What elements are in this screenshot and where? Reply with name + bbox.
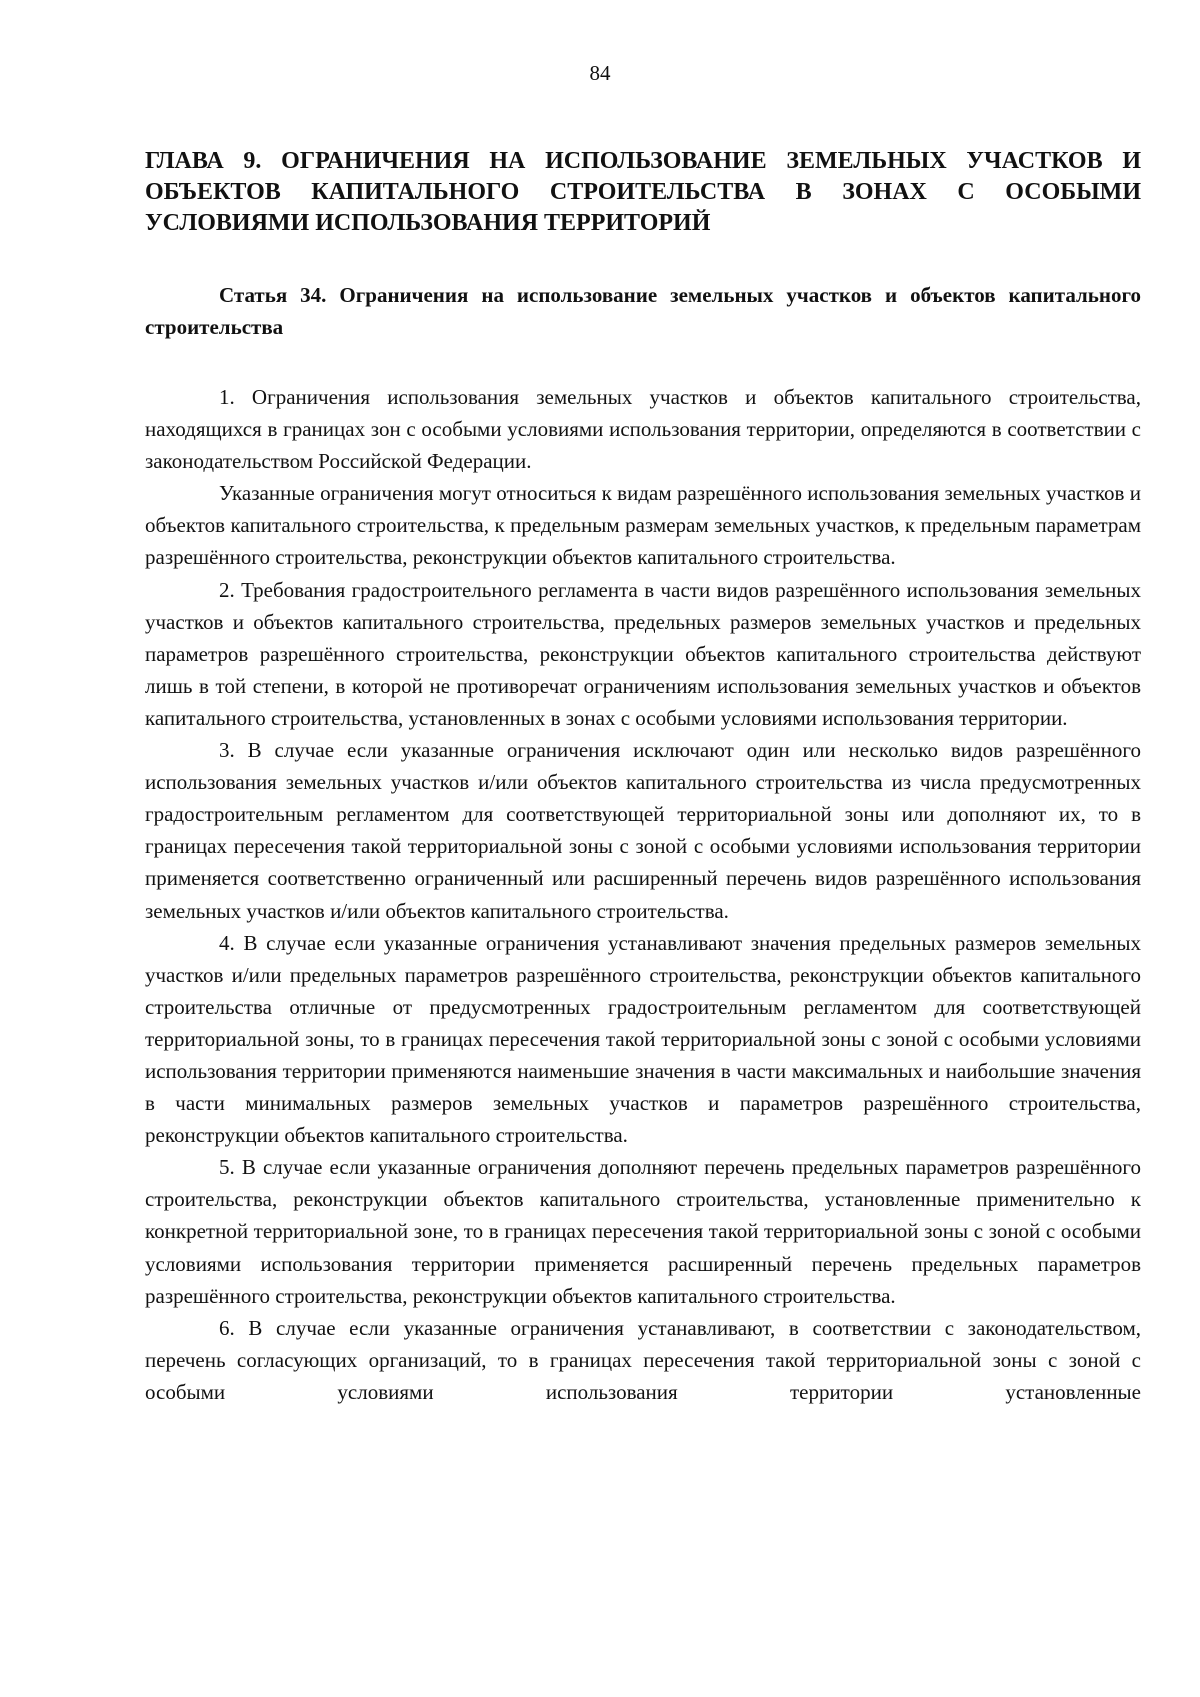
paragraph-2: 2. Требования градостроительного регламента в части видов разрешённого использования земельных участков и объектов капитального строительства, предельных размеров земельных участков и предельных параметров разрешённого строительства, реконструкции объектов капитального строительства действуют лишь в той степени, в которой не противоречат ограничениям использования земельных участков и объектов капитального строительства, установленных в зонах с особыми условиями использования территории.: [145, 577, 1141, 730]
paragraph-3: 3. В случае если указанные ограничения исключают один или несколько видов разрешённого использования земельных участков и/или объектов капитального строительства из числа предусмотренных градостроительным регламентом для соответствующей территориальной зоны или дополняют их, то в границах пересечения такой территориальной зоны с зоной с особыми условиями использования территории применяется соответственно ограниченный или расширенный перечень видов разрешённого использования земельных участков и/или объектов капитального строительства.: [145, 738, 1141, 923]
document-body: [145, 146, 1141, 1408]
article-text: [145, 381, 1141, 1408]
paragraph-1-continuation: Указанные ограничения могут относиться к видам разрешённого использования земельных участков и объектов капитального строительства, к предельным размерам земельных участков, к предельным параметрам разрешённого строительства, реконструкции объектов капитального строительства.: [145, 481, 1141, 570]
chapter-title: ГЛАВА 9. ОГРАНИЧЕНИЯ НА ИСПОЛЬЗОВАНИЕ ЗЕМЕЛЬНЫХ УЧАСТКОВ И ОБЪЕКТОВ КАПИТАЛЬНОГО СТРОИТЕЛЬСТВА В ЗОНАХ С ОСОБЫМИ УСЛОВИЯМИ ИСПОЛЬЗОВАНИЯ ТЕРРИТОРИЙ: [145, 148, 1141, 236]
paragraph-5: 5. В случае если указанные ограничения дополняют перечень предельных параметров разрешённого строительства, реконструкции объектов капитального строительства, установленные применительно к конкретной территориальной зоне, то в границах пересечения такой территориальной зоны с зоной с особыми условиями использования территории применяется расширенный перечень предельных параметров разрешённого строительства, реконструкции объектов капитального строительства.: [145, 1155, 1141, 1308]
page-number: 84: [589, 61, 611, 85]
paragraph-1: 1. Ограничения использования земельных участков и объектов капитального строительства, находящихся в границах зон с особыми условиями использования территории, определяются в соответствии с законодательством Российской Федерации.: [145, 385, 1141, 474]
article-title: Статья 34. Ограничения на использование земельных участков и объектов капитального строительства: [145, 283, 1141, 339]
paragraph-4: 4. В случае если указанные ограничения устанавливают значения предельных размеров земельных участков и/или предельных параметров разрешённого строительства, реконструкции объектов капитального строительства отличные от предусмотренных градостроительным регламентом для соответствующей территориальной зоны, то в границах пересечения такой территориальной зоны с зоной с особыми условиями использования территории применяются наименьшие значения в части максимальных и наибольшие значения в части минимальных размеров земельных участков и параметров разрешённого строительства, реконструкции объектов капитального строительства.: [145, 930, 1141, 1148]
paragraph-6: 6. В случае если указанные ограничения устанавливают, в соответствии с законодательством, перечень согласующих организаций, то в границах пересечения такой территориальной зоны с зоной с особыми условиями использования территории установленные: [145, 1315, 1141, 1404]
